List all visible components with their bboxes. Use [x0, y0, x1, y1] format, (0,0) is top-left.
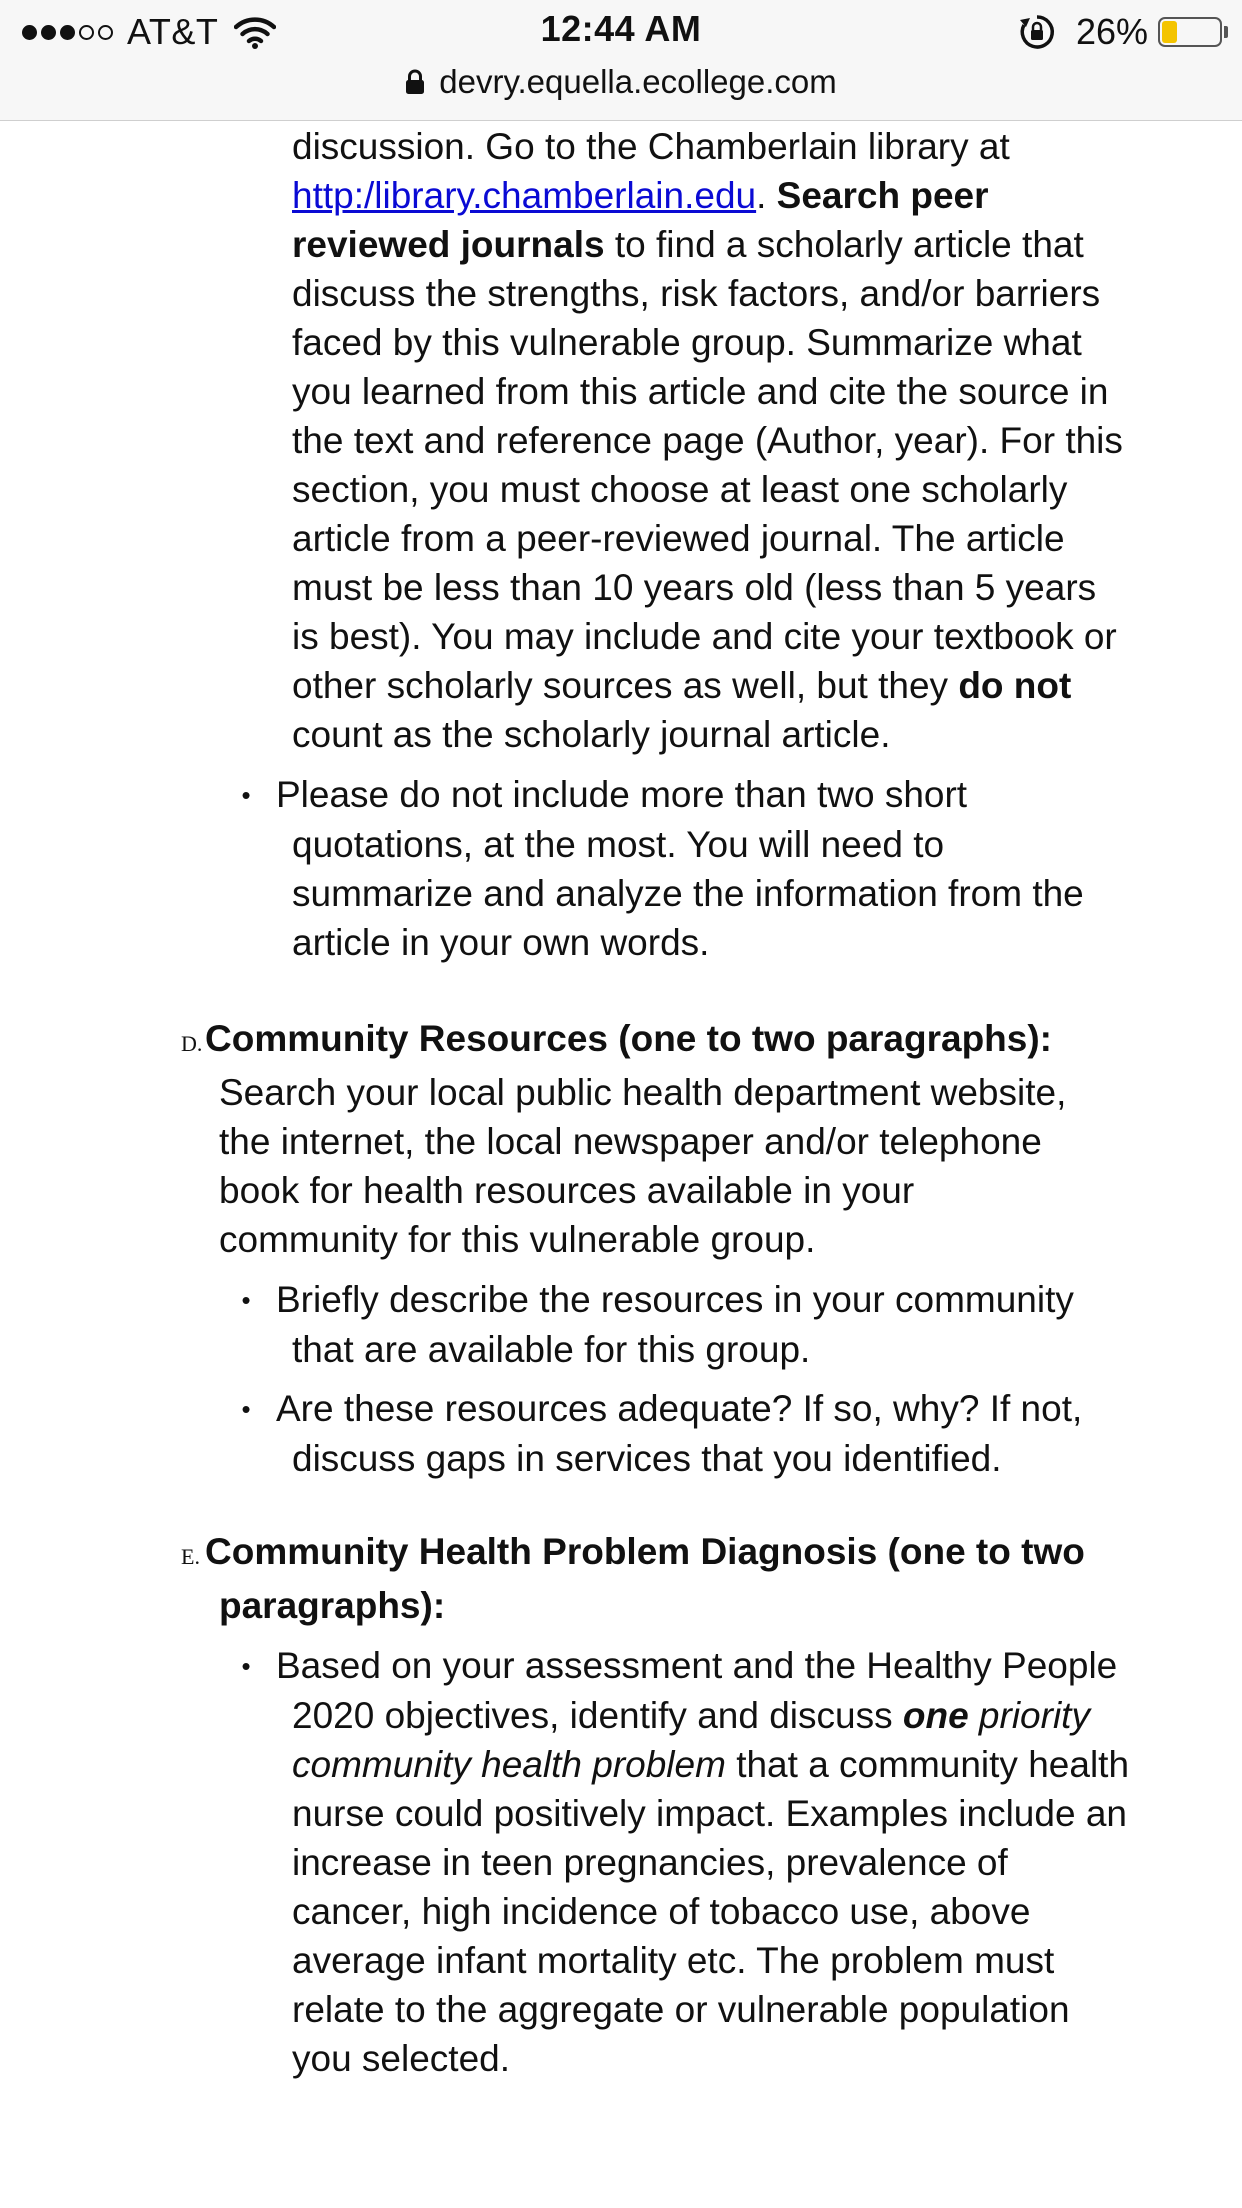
- section-marker: D.: [181, 1031, 203, 1056]
- battery-icon: [1158, 17, 1222, 47]
- battery-level-fill: [1162, 21, 1177, 43]
- paragraph-text: to find a scholarly article that discuss the strengths, risk factors, and/or barriers faced by this vulnerable group. Summarize what you learned from this article and cite the source in the text and reference page (Author, year). For this section, you must choose at least one scholarly article from a peer-reviewed journal. The article must be less than 10 years old (less than 5 years is best). You may include and cite your textbook or other scholarly sources as well, but they: [292, 224, 1123, 706]
- bullet-text: Briefly describe the resources in your community that are available for this group.: [276, 1279, 1074, 1370]
- browser-status-bar: [0, 0, 1242, 121]
- bullet-item-resources-adequate: [241, 1384, 1132, 1483]
- url-domain[interactable]: devry.equella.ecollege.com: [439, 63, 837, 100]
- page-content[interactable]: [0, 122, 1242, 2208]
- carrier-name: AT&T: [127, 11, 219, 52]
- paragraph-article-search: [292, 122, 1132, 759]
- bullet-icon: •: [241, 1651, 251, 1681]
- document-page: [0, 122, 1242, 2083]
- paragraph-text: count as the scholarly journal article.: [292, 714, 891, 755]
- bullet-text: Please do not include more than two short quotations, at the most. You will need to summarize and analyze the information from the article in your own words.: [276, 774, 1084, 963]
- section-d-heading: [181, 1014, 1099, 1264]
- bullet-item-quotations: [241, 770, 1132, 967]
- bold-text: Search peer reviewed journals: [292, 175, 989, 265]
- spacer: [0, 1483, 1242, 1527]
- bullet-icon: •: [241, 1394, 251, 1424]
- bullet-item-describe-resources: [241, 1275, 1132, 1374]
- section-title: Community Health Problem Diagnosis (one to two paragraphs):: [205, 1531, 1085, 1626]
- battery-cap: [1224, 26, 1228, 38]
- paragraph-text: discussion. Go to the Chamberlain library at: [292, 126, 1010, 167]
- italic-text: priority community health problem: [292, 1695, 1090, 1785]
- address-bar[interactable]: [0, 58, 1242, 106]
- paragraph-text: .: [756, 175, 777, 216]
- bullet-text: Are these resources adequate? If so, why? If not, discuss gaps in services that you identified.: [276, 1388, 1083, 1479]
- bullet-text: Based on your assessment and the Healthy People 2020 objectives, identify and discuss: [276, 1645, 1118, 1736]
- bullet-text: that a community health nurse could positively impact. Examples include an increase in teen pregnancies, prevalence of cancer, high incidence of tobacco use, above average infant mortality etc. The problem must relate to the aggregate or vulnerable population you selected.: [292, 1744, 1130, 2079]
- bullet-icon: •: [241, 1285, 251, 1315]
- bullet-item-priority-problem: [241, 1641, 1132, 2083]
- section-text: Search your local public health department website, the internet, the local newspaper and/or telephone book for health resources available in your community for this vulnerable group.: [219, 1072, 1067, 1260]
- section-title: Community Resources (one to two paragraphs):: [205, 1018, 1052, 1059]
- status-time: 12:44 AM: [540, 8, 702, 49]
- bold-italic-text: one: [902, 1695, 969, 1736]
- rotation-lock-icon: [1018, 13, 1056, 51]
- chamberlain-library-link[interactable]: http:/library.chamberlain.edu: [292, 175, 757, 216]
- bold-text: do not: [958, 665, 1072, 706]
- spacer: [0, 967, 1242, 1014]
- battery-percent: 26%: [1075, 11, 1148, 52]
- bullet-icon: •: [241, 780, 251, 810]
- lock-icon: [405, 69, 425, 95]
- status-right: [1018, 10, 1228, 54]
- section-e-heading: [181, 1527, 1099, 1630]
- section-marker: E.: [181, 1544, 200, 1569]
